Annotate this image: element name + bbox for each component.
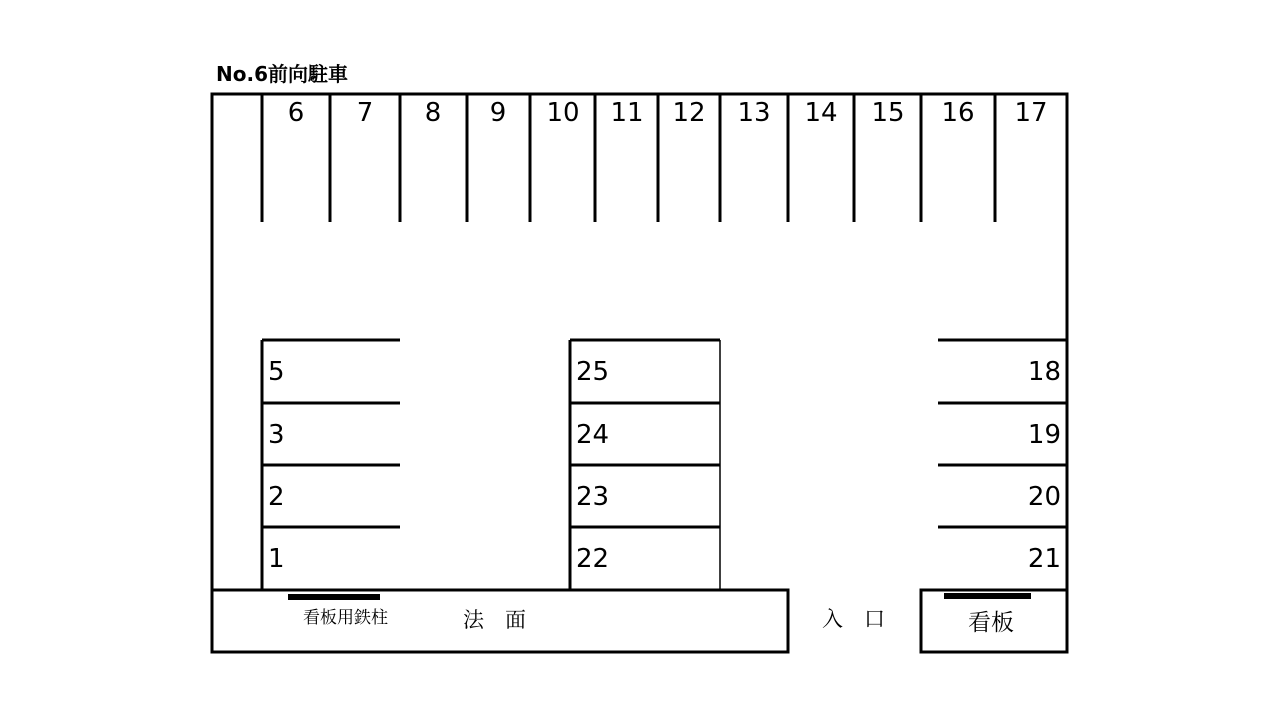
space-label: 17: [1014, 98, 1048, 128]
entrance-label: 入 口: [822, 607, 885, 631]
space-label: 14: [804, 98, 838, 128]
space-label: 15: [871, 98, 905, 128]
space-label: 7: [356, 98, 374, 128]
space-label: 23: [576, 482, 610, 512]
space-label: 1: [268, 544, 285, 574]
space-label: 13: [737, 98, 771, 128]
space-label: 5: [268, 357, 285, 387]
space-label: 6: [287, 98, 305, 128]
space-label: 2: [268, 482, 285, 512]
space-label: 22: [576, 544, 610, 574]
lot-boundary: [212, 94, 1067, 590]
space-label: 20: [1027, 482, 1061, 512]
slope-label: 法 面: [463, 608, 526, 632]
space-label: 8: [424, 98, 442, 128]
space-label: 10: [546, 98, 580, 128]
space-label: 9: [489, 98, 507, 128]
space-label: 21: [1027, 544, 1061, 574]
space-label: 16: [941, 98, 975, 128]
space-label: 25: [576, 357, 610, 387]
space-label: 19: [1027, 420, 1061, 450]
space-label: 18: [1027, 357, 1061, 387]
sign-pillar-label: 看板用鉄柱: [303, 608, 388, 628]
sign-label: 看板: [968, 610, 1014, 636]
space-label: 24: [576, 420, 610, 450]
space-label: 12: [672, 98, 706, 128]
space-label: 3: [268, 420, 285, 450]
space-label: 11: [610, 98, 644, 128]
diagram-title: No.6前向駐車: [216, 62, 348, 86]
